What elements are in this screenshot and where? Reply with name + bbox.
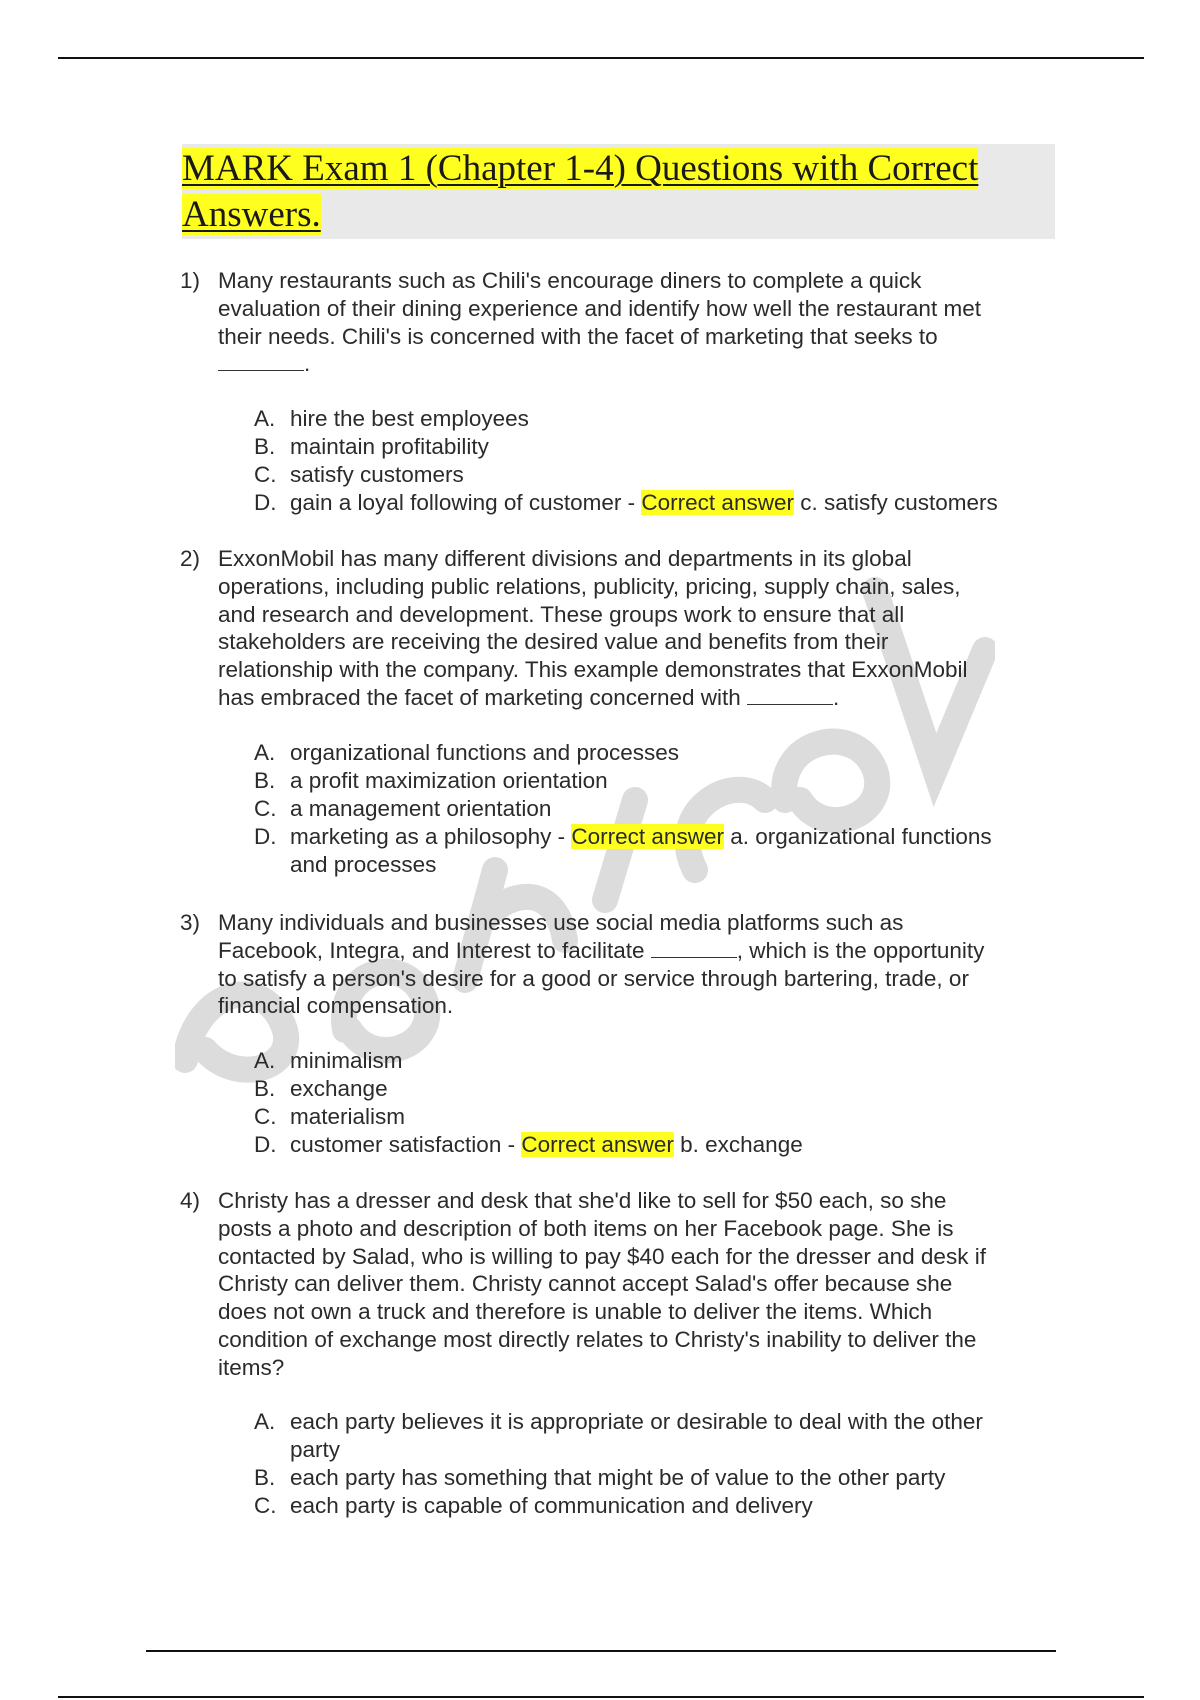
question-number: 4) [180, 1188, 201, 1213]
option-d: D. marketing as a philosophy - Correct answer a. organizational functions and processes [254, 824, 992, 877]
answer-text: c. satisfy customers [793, 490, 998, 515]
option-c: C. each party is capable of communication and delivery [254, 1493, 813, 1518]
answer-text-cont: and processes [290, 852, 437, 877]
option-d: D. gain a loyal following of customer - Correct answer c. satisfy customers [254, 490, 998, 515]
question-text: ExxonMobil has many different divisions and departments in its global operations, including public relations, publicity, pricing, supply chain, sales, and research and development. These groups work to ensure that all stakeholders are receiving the desired value and benefits from their relationship with the company. This example demonstrates that ExxonMobil has embraced the facet of marketing concerned with . [218, 546, 968, 710]
option-c: C. materialism [254, 1104, 406, 1129]
option-b: B. maintain profitability [254, 434, 489, 459]
option-a: A. minimalism [254, 1048, 403, 1073]
option-c: C. satisfy customers [254, 462, 464, 487]
answer-blank [651, 937, 737, 958]
option-a: A. each party believes it is appropriate or desirable to deal with the other party [254, 1409, 983, 1462]
top-rule [58, 57, 1144, 59]
question-number: 2) [180, 546, 201, 571]
answer-text: a. organizational functions [723, 824, 992, 849]
option-a: A. hire the best employees [254, 406, 529, 431]
correct-answer-label: Correct answer [521, 1132, 674, 1157]
options-list [254, 1047, 1054, 1159]
answer-blank [218, 350, 304, 371]
options-list [254, 1408, 1054, 1520]
correct-answer-label: Correct answer [641, 490, 794, 515]
title-line-1: MARK Exam 1 (Chapter 1-4) Questions with Correct [182, 148, 979, 189]
question-number: 3) [180, 910, 201, 935]
document-title [182, 146, 1062, 238]
correct-answer-label: Correct answer [571, 824, 724, 849]
option-a: A. organizational functions and processes [254, 740, 679, 765]
bottom-rule [58, 1696, 1144, 1698]
option-b: B. exchange [254, 1076, 388, 1101]
question-text: Many individuals and businesses use social media platforms such as Facebook, Integra, and Interest to facilitate , which is the opportunity to satisfy a person's desire for a good or service through bartering, trade, or financial compensation. [218, 910, 985, 1019]
options-list [254, 405, 1054, 517]
options-list [254, 739, 1054, 879]
answer-text: b. exchange [673, 1132, 803, 1157]
question-text: Christy has a dresser and desk that she'd like to sell for $50 each, so she posts a photo and description of both items on her Facebook page. She is contacted by Salad, who is willing to pay $40 each for the dresser and desk if Christy can deliver them. Christy cannot accept Salad's offer because she does not own a truck and therefore is unable to deliver the items. Which condition of exchange most directly relates to Christy's inability to deliver the items? [218, 1188, 986, 1380]
option-b: B. each party has something that might be of value to the other party [254, 1465, 946, 1490]
option-b: B. a profit maximization orientation [254, 768, 608, 793]
option-d: D. customer satisfaction - Correct answer b. exchange [254, 1132, 803, 1157]
option-c: C. a management orientation [254, 796, 552, 821]
answer-blank [747, 684, 833, 705]
title-line-2: Answers. [182, 194, 321, 235]
question-text: Many restaurants such as Chili's encourage diners to complete a quick evaluation of their dining experience and identify how well the restaurant met their needs. Chili's is concerned with the facet of marketing that seeks to . [218, 268, 981, 377]
question-number: 1) [180, 268, 201, 293]
footer-rule [146, 1650, 1056, 1652]
